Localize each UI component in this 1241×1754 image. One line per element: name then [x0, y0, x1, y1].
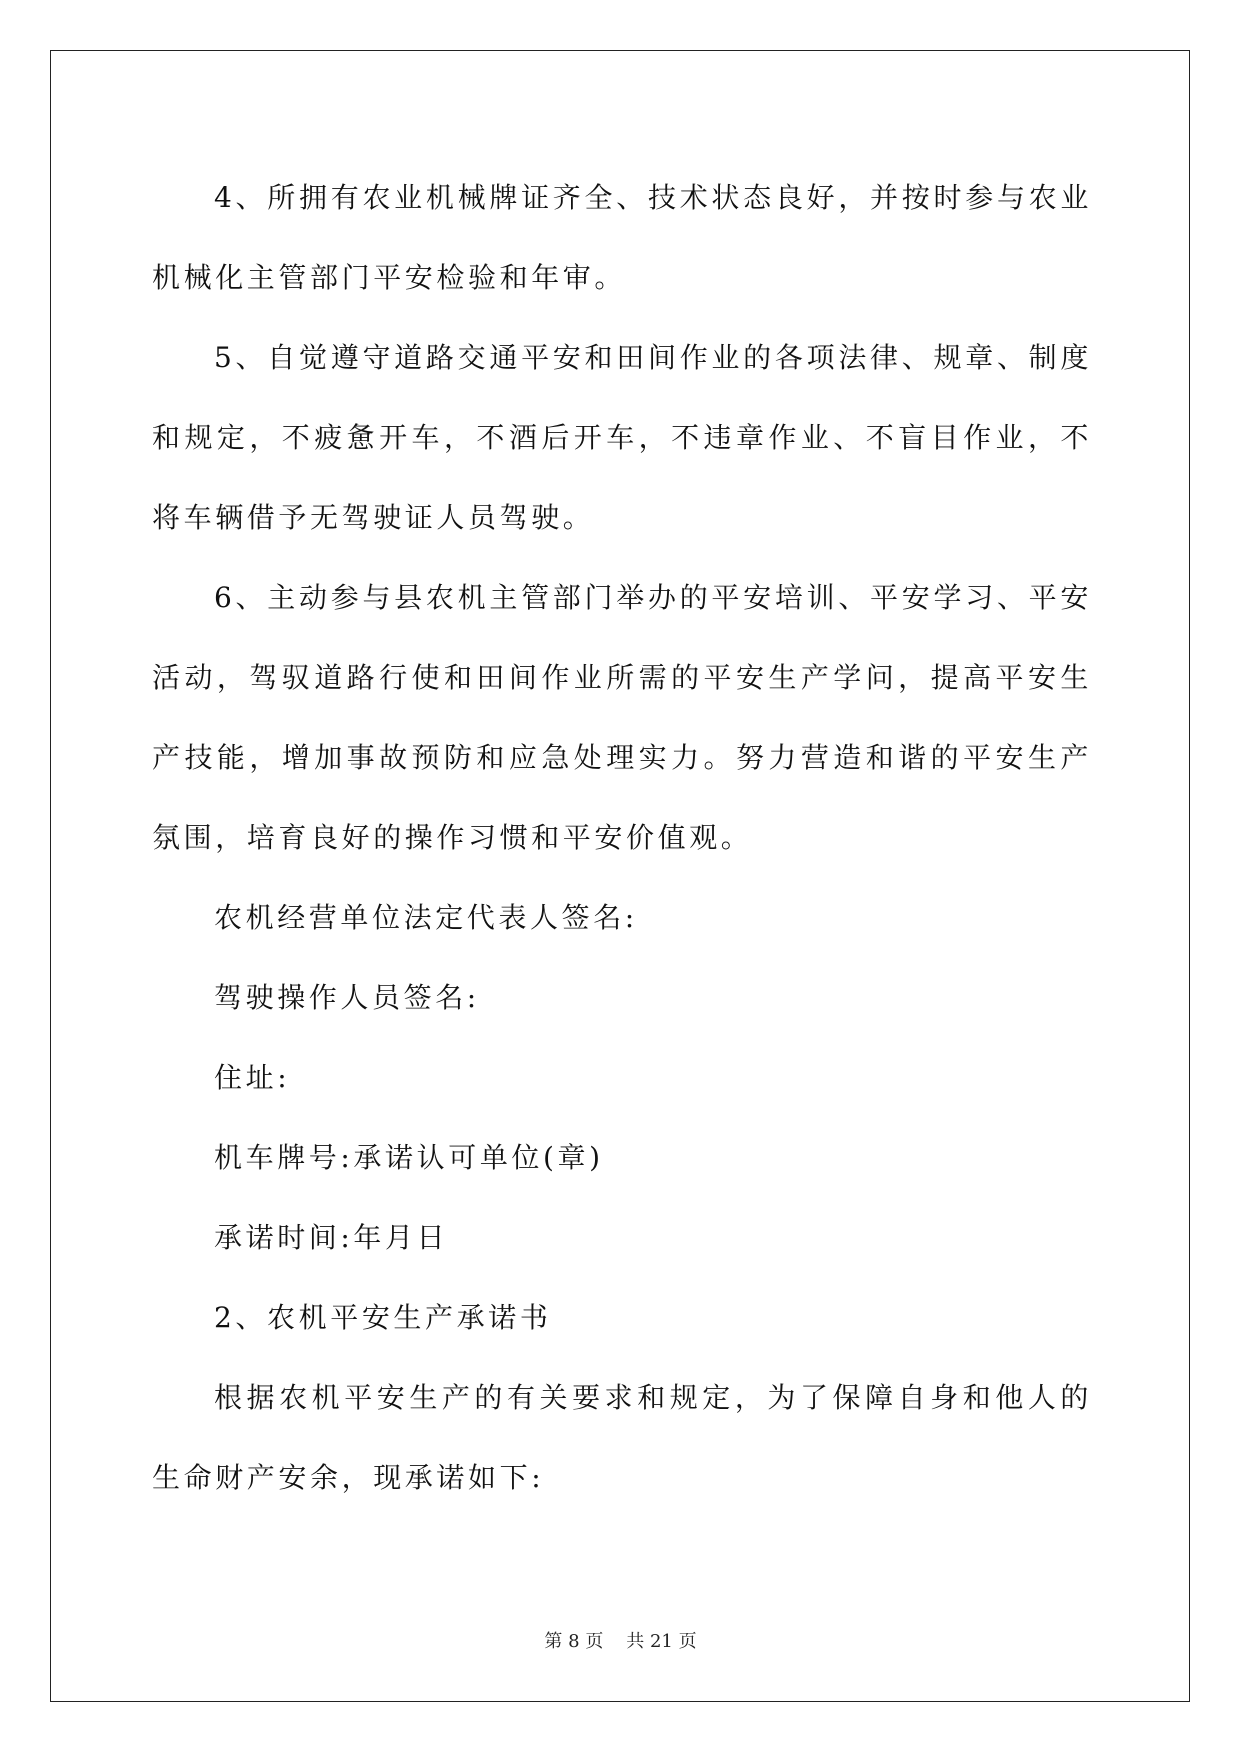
legal-representative-signature-field: 农机经营单位法定代表人签名:	[214, 901, 638, 934]
plate-and-unit-field: 机车牌号:承诺认可单位(章)	[214, 1141, 604, 1174]
pledge-date-field: 承诺时间:年月日	[214, 1221, 449, 1254]
document-body	[152, 158, 1092, 1518]
page-total: 共 21 页	[626, 1631, 697, 1652]
paragraph-item-5: 5、自觉遵守道路交通平安和田间作业的各项法律、规章、制度和规定，不疲惫开车，不酒后开车，不违章作业、不盲目作业，不将车辆借予无驾驶证人员驾驶。	[152, 341, 1092, 534]
page-footer	[0, 1627, 1241, 1653]
operator-signature-field: 驾驶操作人员签名:	[214, 981, 480, 1014]
closing-paragraph: 根据农机平安生产的有关要求和规定，为了保障自身和他人的生命财产安余，现承诺如下:	[152, 1381, 1092, 1494]
page-number: 第 8 页	[544, 1631, 604, 1652]
paragraph-item-4: 4、所拥有农业机械牌证齐全、技术状态良好，并按时参与农业机械化主管部门平安检验和年审。	[152, 181, 1092, 294]
section-title: 2、农机平安生产承诺书	[214, 1301, 552, 1334]
paragraph-item-6: 6、主动参与县农机主管部门举办的平安培训、平安学习、平安活动，驾驭道路行使和田间作业所需的平安生产学问，提高平安生产技能，增加事故预防和应急处理实力。努力营造和谐的平安生产氛围，培育良好的操作习惯和平安价值观。	[152, 581, 1092, 854]
address-field: 住址:	[214, 1061, 291, 1094]
